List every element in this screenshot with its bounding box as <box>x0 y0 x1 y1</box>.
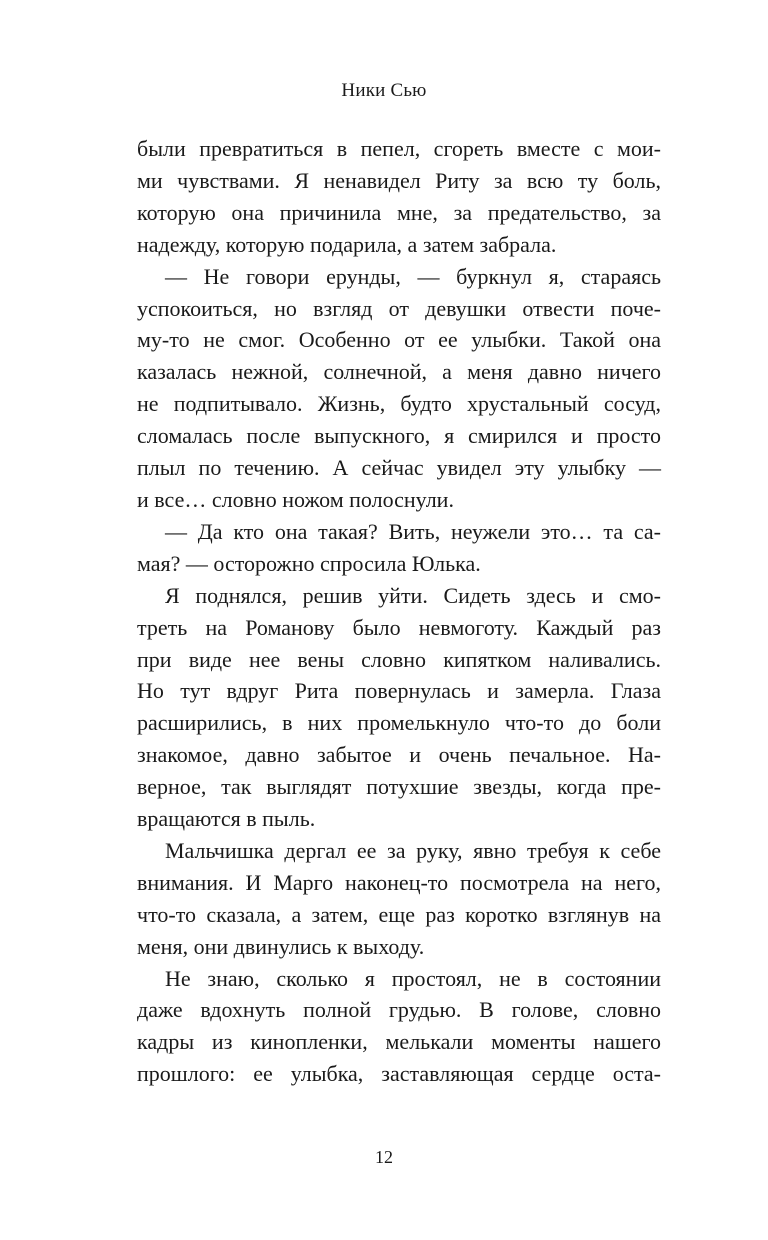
text-line: что-то сказала, а затем, еще раз коротко взглянув на <box>137 901 661 927</box>
running-head-author: Ники Сью <box>341 80 427 101</box>
text-line: кадры из кинопленки, мелькали моменты нашего <box>137 1029 661 1055</box>
text-line: Мальчишка дергал ее за руку, явно требуя к себе <box>165 837 661 863</box>
text-line: и все… словно ножом полоснули. <box>137 486 454 512</box>
text-line: не подпитывало. Жизнь, будто хрустальный сосуд, <box>137 391 661 417</box>
text-line: казалась нежной, солнечной, а меня давно ничего <box>137 359 661 385</box>
text-line: Я поднялся, решив уйти. Сидеть здесь и смо- <box>165 582 661 608</box>
text-line: сломалась после выпускного, я смирился и просто <box>137 423 661 449</box>
text-line: прошлого: ее улыбка, заставляющая сердце оста- <box>137 1061 661 1087</box>
text-line: Но тут вдруг Рита повернулась и замерла. Глаза <box>137 678 661 704</box>
text-line: знакомое, давно забытое и очень печальное. На- <box>137 742 661 768</box>
text-line: при виде нее вены словно кипятком наливались. <box>137 646 661 672</box>
page-number: 12 <box>375 1147 393 1167</box>
text-line: внимания. И Марго наконец-то посмотрела на него, <box>137 869 661 895</box>
text-line: — Да кто она такая? Вить, неужели это… та са- <box>165 518 661 544</box>
text-line: даже вдохнуть полной грудью. В голове, словно <box>137 997 661 1023</box>
text-line: му-то не смог. Особенно от ее улыбки. Такой она <box>137 327 661 353</box>
text-line: верное, так выглядят потухшие звезды, когда пре- <box>137 774 661 800</box>
text-line: надежду, которую подарила, а затем забрала. <box>137 231 557 257</box>
text-line: были превратиться в пепел, сгореть вместе с мои- <box>137 136 661 161</box>
text-line: Не знаю, сколько я простоял, не в состоянии <box>165 965 661 991</box>
text-line: меня, они двинулись к выходу. <box>137 933 425 959</box>
text-line: ми чувствами. Я ненавидел Риту за всю ту боль, <box>137 167 661 193</box>
text-line: которую она причинила мне, за предательство, за <box>137 199 661 225</box>
text-line: вращаются в пыль. <box>137 806 316 832</box>
text-line: успокоиться, но взгляд от девушки отвести поче- <box>137 295 661 321</box>
text-line: треть на Романову было невмоготу. Каждый раз <box>137 614 661 640</box>
text-line: плыл по течению. А сейчас увидел эту улыбку — <box>137 455 661 481</box>
text-line: расширились, в них промелькнуло что-то до боли <box>137 710 661 736</box>
text-line: мая? — осторожно спросила Юлька. <box>137 550 481 576</box>
text-line: — Не говори ерунды, — буркнул я, стараясь <box>165 263 661 289</box>
body-text <box>137 133 661 1090</box>
